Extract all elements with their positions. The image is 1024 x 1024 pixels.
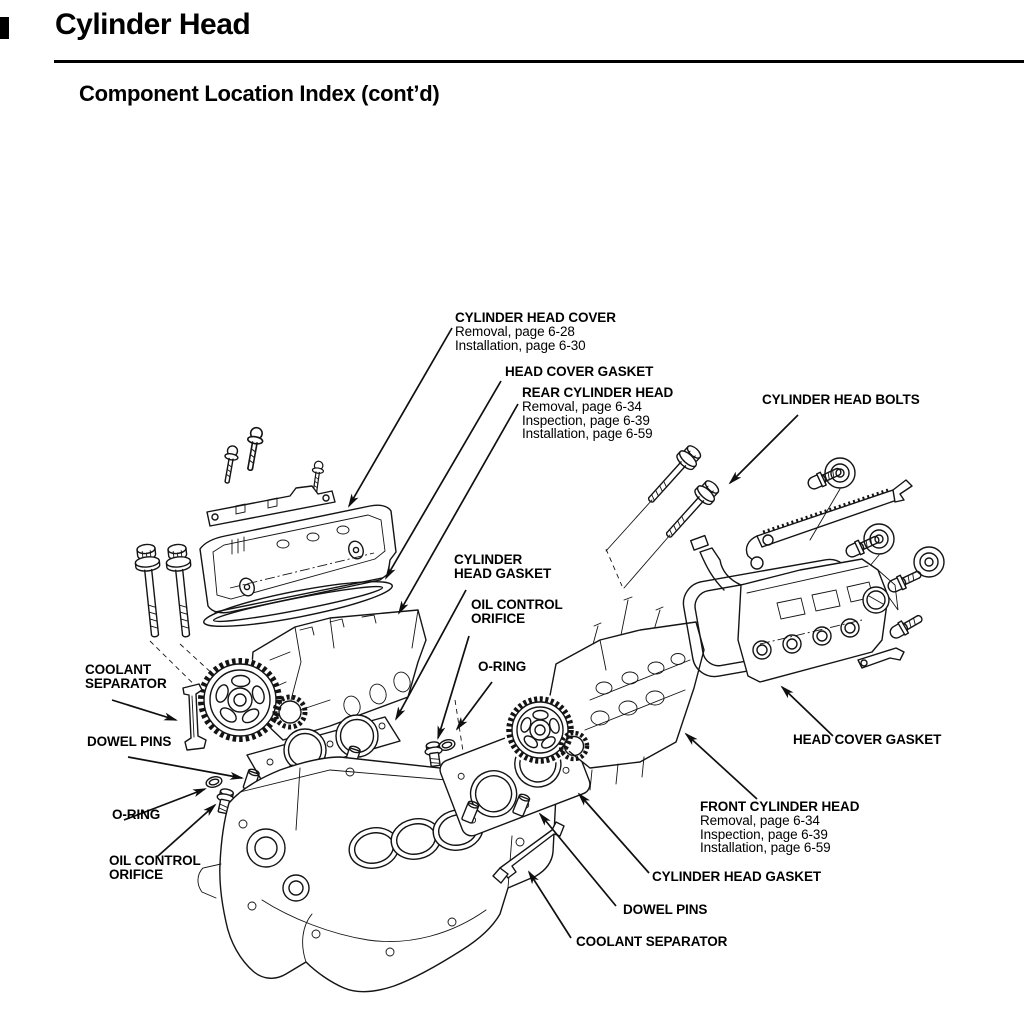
callout-coolant-separator-front [576, 935, 727, 949]
rear-cover-bolts [134, 543, 199, 638]
leader-oil-control-orifice-left [158, 805, 215, 856]
label-o-ring-left: O-RING [112, 807, 161, 822]
ref-line: Inspection, page 6-39 [700, 826, 828, 842]
label-front-cylinder-head: FRONT CYLINDER HEAD [700, 799, 860, 814]
label-oil-control-orifice-left: OIL CONTROL [109, 853, 201, 868]
label-line: SEPARATOR [85, 675, 167, 691]
leader-dowel-pins-left [128, 757, 242, 778]
leader-oil-control-orifice-center [438, 636, 469, 738]
leader-cylinder-head-gasket-front [579, 794, 649, 873]
leader-coolant-separator-left [112, 700, 176, 720]
front-bracket [746, 480, 912, 569]
label-dowel-pins-left: DOWEL PINS [87, 734, 172, 749]
label-dowel-pins-front: DOWEL PINS [623, 902, 708, 917]
leader-coolant-separator-front [529, 872, 571, 938]
label-head-cover-gasket-front: HEAD COVER GASKET [793, 732, 942, 747]
ref-line: Installation, page 6-59 [700, 840, 831, 856]
callout-dowel-pins-left [87, 735, 171, 749]
cylinder-head-bolts [606, 442, 722, 588]
callout-dowel-pins-front [623, 903, 707, 917]
spark-plug-tube-bolts [220, 426, 324, 493]
label-cylinder-head-gasket-rear: CYLINDER [454, 552, 523, 567]
label-cylinder-head-gasket-front: CYLINDER HEAD GASKET [652, 869, 822, 884]
label-o-ring-center: O-RING [478, 659, 527, 674]
callout-coolant-separator-left [85, 663, 167, 691]
ref-line: Removal, page 6-34 [700, 812, 820, 828]
callout-o-ring-center [478, 660, 526, 674]
o-ring-rear [205, 775, 223, 789]
section-title: Component Location Index (cont’d) [79, 81, 440, 106]
callout-front-cylinder-head [700, 800, 859, 855]
label-head-cover-gasket-rear: HEAD COVER GASKET [505, 364, 654, 379]
label-rear-cylinder-head: REAR CYLINDER HEAD [522, 385, 674, 400]
leader-cylinder-head-cover [349, 328, 452, 506]
callout-oil-control-orifice-left [109, 854, 201, 882]
page-title: Cylinder Head [55, 8, 251, 41]
label-coolant-separator-front: COOLANT SEPARATOR [576, 934, 728, 949]
callout-head-cover-gasket-front [793, 733, 941, 747]
leader-o-ring-center [457, 682, 492, 729]
label-oil-control-orifice-center: OIL CONTROL [471, 597, 563, 612]
ref-line: Installation, page 6-59 [522, 426, 653, 442]
rear-cylinder-head [198, 610, 426, 742]
callout-head-cover-gasket-rear [505, 365, 653, 379]
label-cylinder-head-bolts: CYLINDER HEAD BOLTS [762, 392, 920, 407]
callout-cylinder-head-gasket-rear [454, 553, 551, 581]
ref-line: Installation, page 6-30 [455, 337, 586, 353]
leader-head-cover-gasket-front [782, 687, 833, 736]
ref-line: Removal, page 6-34 [522, 398, 642, 414]
callout-cylinder-head-cover [455, 311, 616, 352]
leader-head-cover-gasket-rear [386, 381, 501, 578]
callout-o-ring-left [112, 808, 160, 822]
callout-cylinder-head-bolts [762, 393, 920, 407]
ref-line: Removal, page 6-28 [455, 323, 575, 339]
leader-front-cylinder-head [686, 734, 757, 799]
leader-cylinder-head-bolts [730, 415, 798, 483]
label-line: ORIFICE [471, 610, 526, 626]
oil-control-orifice-front [424, 741, 444, 767]
label-coolant-separator-left: COOLANT [85, 662, 152, 677]
callout-oil-control-orifice-center [471, 598, 563, 626]
label-line: ORIFICE [109, 866, 164, 882]
callout-cylinder-head-gasket-front [652, 870, 821, 884]
front-cylinder-head [504, 597, 704, 790]
leader-rear-cylinder-head [399, 404, 518, 613]
ref-line: Inspection, page 6-39 [522, 412, 650, 428]
callout-rear-cylinder-head [522, 386, 673, 441]
label-cylinder-head-cover: CYLINDER HEAD COVER [455, 310, 616, 325]
label-line: HEAD GASKET [454, 565, 552, 581]
